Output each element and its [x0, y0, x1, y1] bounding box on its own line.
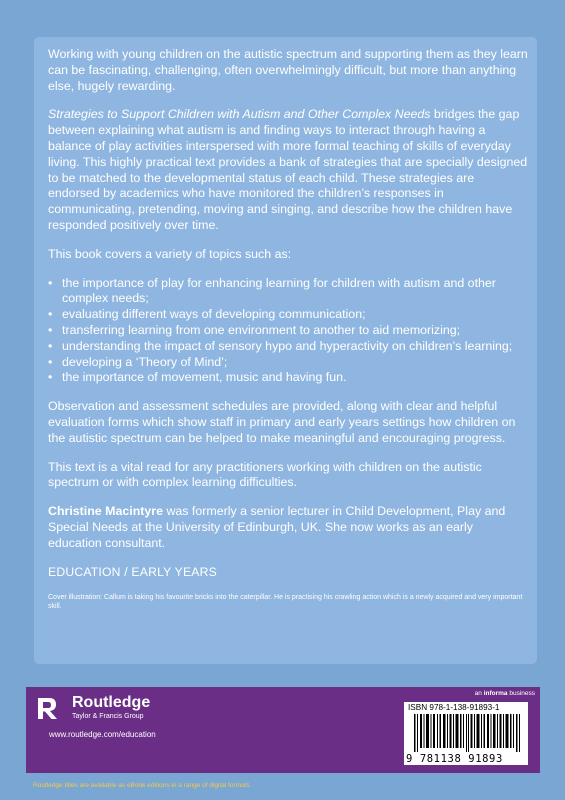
paragraph-audience: This text is a vital read for any practitioners working with children on the autistic spectrum or with complex learning difficulties.	[48, 459, 482, 490]
book-title: Strategies to Support Children with Autism and Other Complex Needs	[48, 107, 431, 122]
author-bio	[48, 504, 528, 551]
isbn-barcode	[414, 714, 522, 752]
author-name: Christine Macintyre	[48, 504, 163, 519]
category-label: EDUCATION / EARLY YEARS	[48, 564, 217, 579]
barcode-digits: 9 781138 91893	[406, 753, 503, 765]
list-item: • understanding the impact of sensory hypo and hyperactivity on children’s learning;	[48, 339, 528, 355]
informa-suffix: business	[507, 690, 535, 697]
blurb-content	[48, 47, 528, 624]
list-item: • developing a ‘Theory of Mind’;	[48, 355, 528, 371]
list-item: • the importance of movement, music and having fun.	[48, 370, 528, 386]
informa-business-label	[475, 690, 535, 697]
informa-prefix: an	[474, 690, 484, 697]
paragraph-assessment: Observation and assessment schedules are provided, along with clear and helpful evaluation forms which show staff in primary and early years settings how children on the autistic spectrum can be helped to make meaningful and encouraging progress.	[48, 399, 516, 445]
list-item: • the importance of play for enhancing learning for children with autism and other complex needs;	[48, 276, 528, 308]
topics-lead: This book covers a variety of topics such as:	[48, 246, 292, 261]
overview-text: bridges the gap between explaining what autism is and finding ways to interact through having a balance of play activities interspersed with more formal teaching of skills of everyday living. This highly practical text provides a bank of strategies that are specially designed to be matched to the developmental status of each child. These strategies are endorsed by academics who have monitored the children’s responses in communicating, pretending, moving and singing, and describe how the children have responded positively over time.	[48, 107, 528, 232]
topics-list	[48, 276, 528, 387]
list-item: • evaluating different ways of developing communication;	[48, 307, 528, 323]
publisher-group: Taylor & Francis Group	[72, 713, 144, 720]
list-item: • transferring learning from one environment to another to aid memorizing;	[48, 323, 528, 339]
publisher-url: www.routledge.com/education	[49, 730, 156, 739]
cover-illustration-note: Cover illustration: Callum is taking his favourite bricks into the caterpillar. He is practising his crawling action which is a newly acquired and very important skill.	[48, 594, 523, 611]
isbn-number: ISBN 978-1-138-91893-1	[408, 703, 500, 712]
paragraph-intro: Working with young children on the autistic spectrum and supporting them as they learn can be fascinating, challenging, often overwhelmingly difficult, but more than anything else, hugely rewarding.	[48, 47, 528, 93]
informa-brand: informa	[483, 690, 508, 697]
publisher-name: Routledge	[72, 694, 151, 711]
author-bio-text: was formerly a senior lecturer in Child Development, Play and Special Needs at the University of Edinburgh, UK. She now works as an early education consultant.	[48, 504, 506, 550]
routledge-r-logo-icon	[32, 694, 62, 722]
paragraph-overview	[48, 107, 528, 233]
ebook-note: Routledge titles are available as eBook editions in a range of digital formats	[33, 782, 250, 789]
